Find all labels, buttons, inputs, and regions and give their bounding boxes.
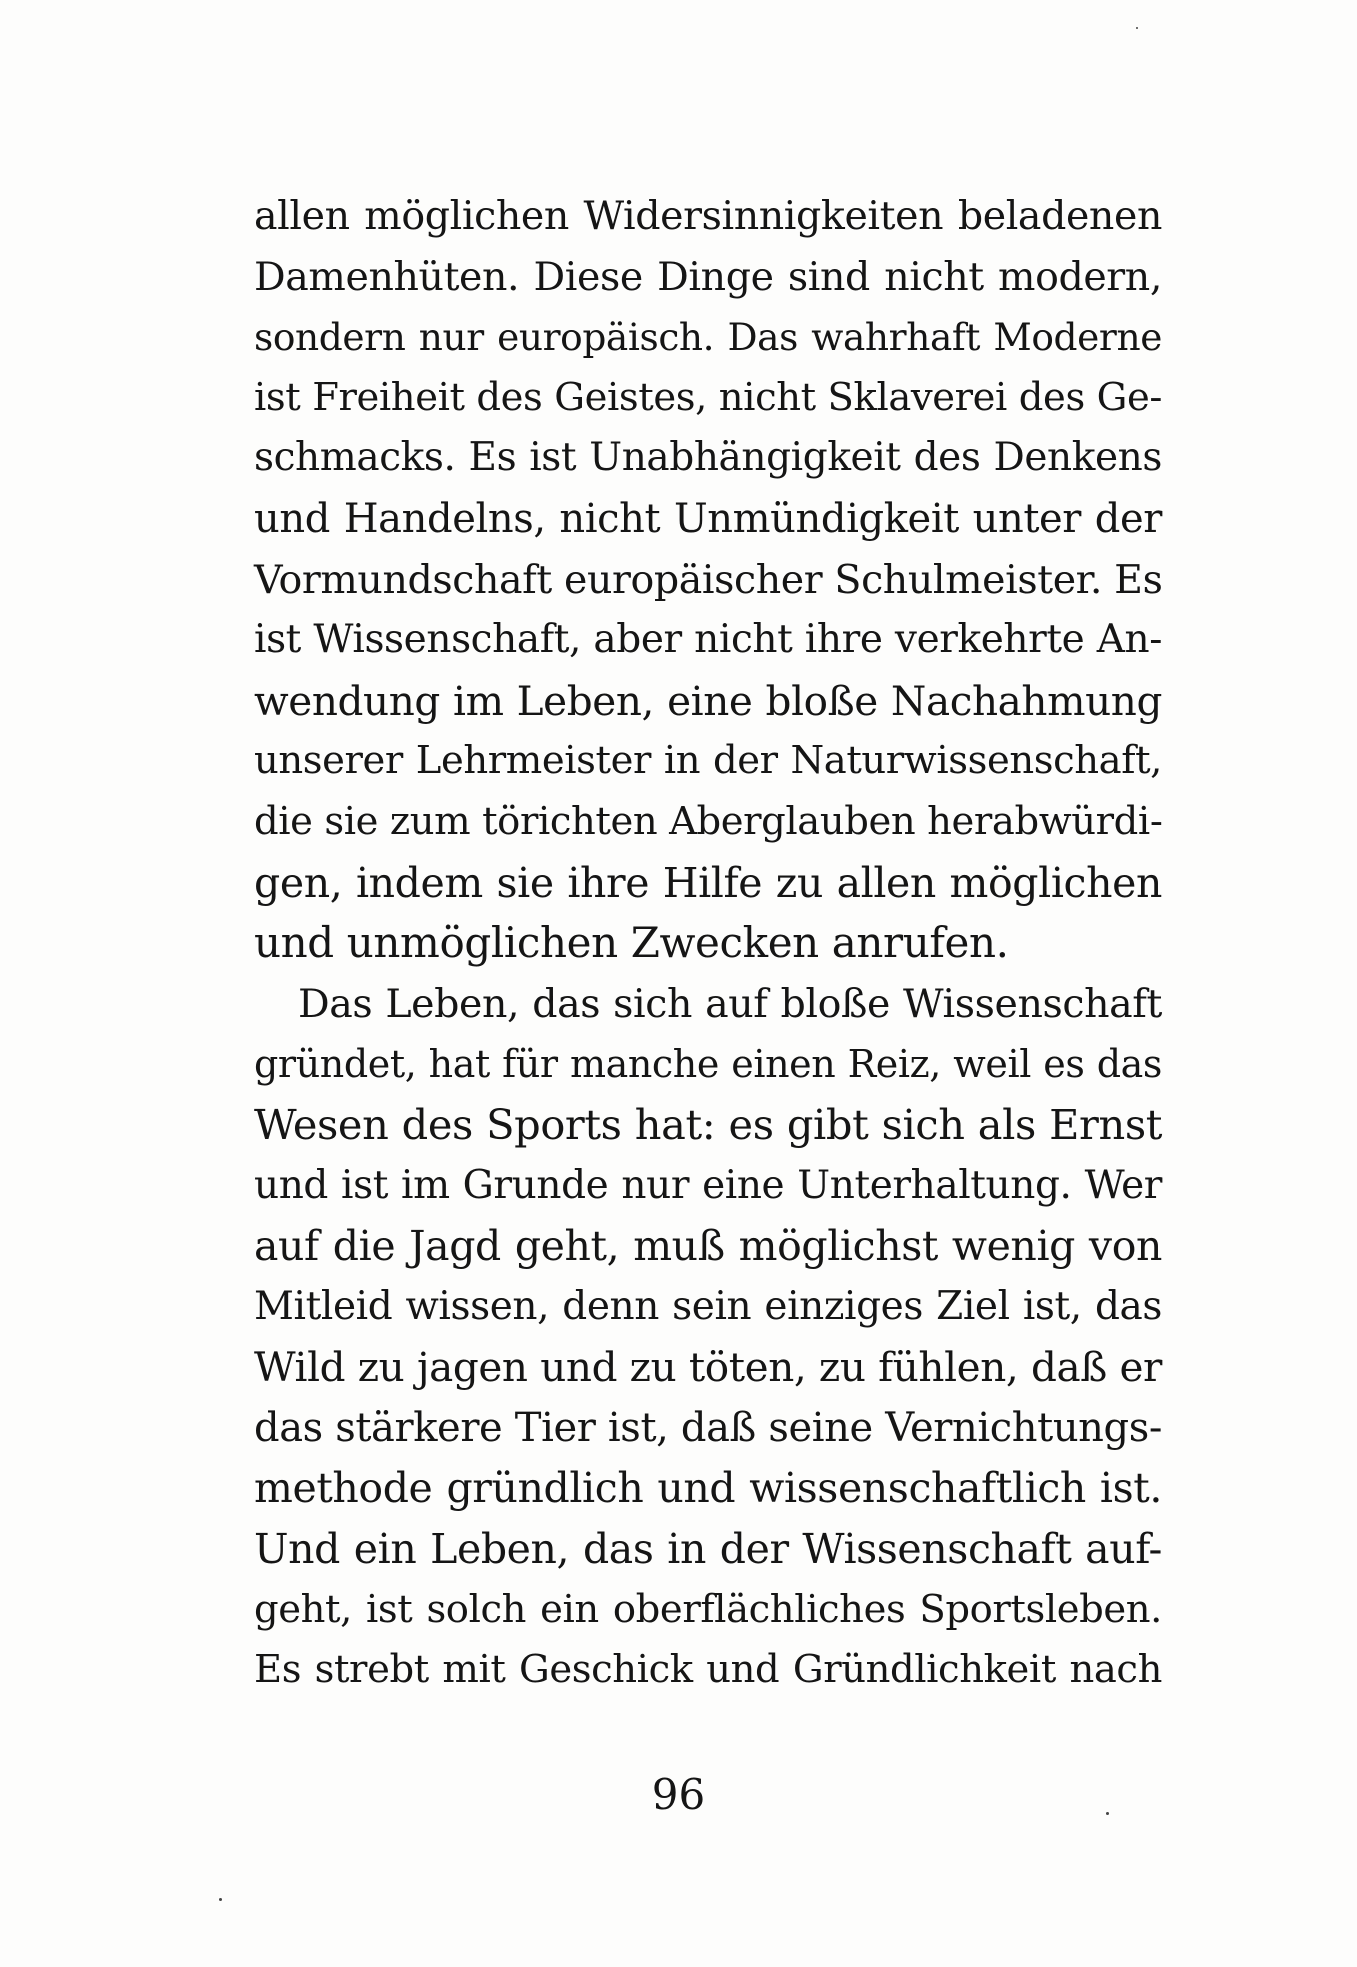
text-line: sondern nur europäisch. Das wahrhaft Moderne	[254, 315, 1162, 360]
text-line: ist Freiheit des Geistes, nicht Sklaverei des Ge-	[254, 374, 1162, 420]
text-line: Und ein Leben, das in der Wissenschaft auf-	[254, 1525, 1162, 1574]
text-line: Das Leben, das sich auf bloße Wissenschaft	[298, 980, 1162, 1027]
text-line: ist Wissenschaft, aber nicht ihre verkehrte An-	[254, 617, 1162, 663]
text-line: methode gründlich und wissenschaftlich ist.	[254, 1464, 1162, 1513]
text-line: die sie zum törichten Aberglauben herabwürdi-	[254, 798, 1163, 844]
body-text	[254, 186, 1162, 1701]
text-line: Wild zu jagen und zu töten, zu fühlen, daß er	[254, 1343, 1162, 1392]
paper-speck	[1136, 27, 1138, 29]
paper-speck	[219, 1898, 222, 1901]
text-line: Damenhüten. Diese Dinge sind nicht modern,	[254, 253, 1162, 300]
page-number: 96	[651, 1770, 706, 1819]
text-line: schmacks. Es ist Unabhängigkeit des Denkens	[254, 435, 1162, 481]
text-line: geht, ist solch ein oberflächliches Sportsleben.	[254, 1586, 1162, 1632]
text-line: Es strebt mit Geschick und Gründlichkeit nach	[254, 1647, 1162, 1693]
paper-speck	[1106, 1812, 1109, 1815]
paragraph-1	[254, 186, 1162, 974]
text-line: auf die Jagd geht, muß möglichst wenig von	[254, 1222, 1162, 1271]
text-line: gründet, hat für manche einen Reiz, weil es das	[254, 1042, 1162, 1087]
text-line: und unmöglichen Zwecken anrufen.	[254, 918, 1009, 968]
text-line: gen, indem sie ihre Hilfe zu allen möglichen	[254, 858, 1162, 907]
text-line: Mitleid wissen, denn sein einziges Ziel ist, das	[254, 1283, 1162, 1329]
text-line: wendung im Leben, eine bloße Nachahmung	[254, 676, 1162, 725]
text-line: und ist im Grunde nur eine Unterhaltung. Wer	[254, 1162, 1162, 1208]
paragraph-2	[254, 974, 1162, 1701]
text-line: das stärkere Tier ist, daß seine Vernichtungs-	[254, 1404, 1162, 1451]
text-line: allen möglichen Widersinnigkeiten beladenen	[254, 193, 1162, 239]
text-line: Wesen des Sports hat: es gibt sich als Ernst	[254, 1099, 1162, 1149]
text-line: Vormundschaft europäischer Schulmeister. Es	[254, 556, 1163, 603]
text-line: unserer Lehrmeister in der Naturwissenschaft,	[254, 738, 1162, 784]
text-line: und Handelns, nicht Unmündigkeit unter der	[254, 495, 1162, 542]
